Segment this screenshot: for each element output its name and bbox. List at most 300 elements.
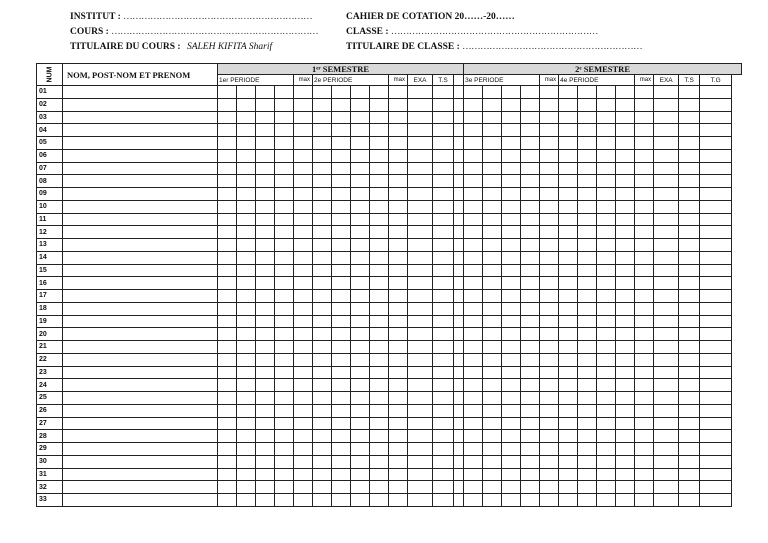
grade-cell[interactable] (559, 302, 578, 315)
grade-cell[interactable] (313, 430, 332, 443)
grade-cell[interactable] (275, 290, 294, 303)
grade-cell[interactable] (559, 251, 578, 264)
grade-cell[interactable] (635, 443, 654, 456)
grade-cell[interactable] (294, 239, 313, 252)
grade-cell[interactable] (275, 341, 294, 354)
grade-cell[interactable] (502, 366, 521, 379)
grade-cell[interactable] (351, 315, 370, 328)
grade-cell[interactable] (332, 404, 351, 417)
grade-cell[interactable] (578, 468, 597, 481)
grade-cell[interactable] (332, 494, 351, 507)
grade-cell[interactable] (521, 137, 540, 150)
grade-cell[interactable] (275, 443, 294, 456)
grade-cell[interactable] (502, 430, 521, 443)
grade-cell[interactable] (502, 251, 521, 264)
grade-cell[interactable] (237, 443, 256, 456)
grade-cell[interactable] (616, 481, 635, 494)
grade-cell[interactable] (521, 149, 540, 162)
grade-cell[interactable] (616, 430, 635, 443)
grade-cell[interactable] (294, 404, 313, 417)
grade-cell[interactable] (502, 417, 521, 430)
grade-cell[interactable] (654, 366, 679, 379)
grade-cell[interactable] (237, 366, 256, 379)
grade-cell[interactable] (464, 149, 483, 162)
grade-cell[interactable] (313, 149, 332, 162)
grade-cell[interactable] (540, 213, 559, 226)
grade-cell[interactable] (540, 86, 559, 99)
grade-cell[interactable] (408, 213, 433, 226)
grade-cell[interactable] (218, 86, 237, 99)
grade-cell[interactable] (351, 98, 370, 111)
grade-cell[interactable] (559, 239, 578, 252)
grade-cell[interactable] (313, 290, 332, 303)
grade-cell[interactable] (218, 188, 237, 201)
grade-cell[interactable] (237, 98, 256, 111)
grade-cell[interactable] (559, 200, 578, 213)
grade-cell[interactable] (483, 455, 502, 468)
grade-cell[interactable] (464, 468, 483, 481)
grade-cell[interactable] (454, 366, 464, 379)
grade-cell[interactable] (408, 455, 433, 468)
grade-cell[interactable] (578, 302, 597, 315)
grade-cell[interactable] (635, 149, 654, 162)
grade-cell[interactable] (408, 162, 433, 175)
grade-cell[interactable] (454, 200, 464, 213)
grade-cell[interactable] (700, 213, 732, 226)
grade-cell[interactable] (464, 341, 483, 354)
grade-cell[interactable] (654, 137, 679, 150)
grade-cell[interactable] (464, 251, 483, 264)
grade-cell[interactable] (256, 379, 275, 392)
grade-cell[interactable] (700, 188, 732, 201)
grade-cell[interactable] (389, 124, 408, 137)
grade-cell[interactable] (275, 392, 294, 405)
student-name-cell[interactable] (63, 149, 218, 162)
grade-cell[interactable] (483, 341, 502, 354)
grade-cell[interactable] (597, 175, 616, 188)
grade-cell[interactable] (218, 404, 237, 417)
grade-cell[interactable] (237, 277, 256, 290)
grade-cell[interactable] (454, 404, 464, 417)
grade-cell[interactable] (521, 124, 540, 137)
grade-cell[interactable] (256, 213, 275, 226)
grade-cell[interactable] (237, 149, 256, 162)
grade-cell[interactable] (521, 430, 540, 443)
grade-cell[interactable] (616, 443, 635, 456)
grade-cell[interactable] (237, 494, 256, 507)
grade-cell[interactable] (597, 455, 616, 468)
grade-cell[interactable] (464, 111, 483, 124)
grade-cell[interactable] (332, 290, 351, 303)
grade-cell[interactable] (578, 404, 597, 417)
grade-cell[interactable] (454, 149, 464, 162)
grade-cell[interactable] (237, 111, 256, 124)
grade-cell[interactable] (654, 302, 679, 315)
grade-cell[interactable] (502, 226, 521, 239)
grade-cell[interactable] (483, 353, 502, 366)
grade-cell[interactable] (578, 188, 597, 201)
grade-cell[interactable] (351, 111, 370, 124)
grade-cell[interactable] (275, 302, 294, 315)
grade-cell[interactable] (408, 315, 433, 328)
grade-cell[interactable] (700, 366, 732, 379)
grade-cell[interactable] (679, 162, 700, 175)
grade-cell[interactable] (597, 98, 616, 111)
grade-cell[interactable] (540, 239, 559, 252)
grade-cell[interactable] (578, 226, 597, 239)
grade-cell[interactable] (540, 468, 559, 481)
grade-cell[interactable] (408, 366, 433, 379)
grade-cell[interactable] (256, 328, 275, 341)
grade-cell[interactable] (464, 188, 483, 201)
grade-cell[interactable] (502, 443, 521, 456)
student-name-cell[interactable] (63, 175, 218, 188)
grade-cell[interactable] (521, 175, 540, 188)
grade-cell[interactable] (389, 481, 408, 494)
grade-cell[interactable] (237, 417, 256, 430)
grade-cell[interactable] (218, 468, 237, 481)
grade-cell[interactable] (294, 341, 313, 354)
grade-cell[interactable] (616, 226, 635, 239)
grade-cell[interactable] (616, 86, 635, 99)
grade-cell[interactable] (389, 137, 408, 150)
grade-cell[interactable] (502, 455, 521, 468)
grade-cell[interactable] (256, 226, 275, 239)
student-name-cell[interactable] (63, 366, 218, 379)
grade-cell[interactable] (502, 290, 521, 303)
grade-cell[interactable] (237, 200, 256, 213)
grade-cell[interactable] (502, 468, 521, 481)
grade-cell[interactable] (389, 213, 408, 226)
grade-cell[interactable] (654, 328, 679, 341)
grade-cell[interactable] (502, 86, 521, 99)
grade-cell[interactable] (700, 111, 732, 124)
grade-cell[interactable] (578, 111, 597, 124)
grade-cell[interactable] (635, 86, 654, 99)
grade-cell[interactable] (351, 226, 370, 239)
grade-cell[interactable] (389, 251, 408, 264)
grade-cell[interactable] (332, 315, 351, 328)
grade-cell[interactable] (540, 417, 559, 430)
grade-cell[interactable] (654, 200, 679, 213)
grade-cell[interactable] (654, 277, 679, 290)
grade-cell[interactable] (540, 481, 559, 494)
grade-cell[interactable] (464, 213, 483, 226)
grade-cell[interactable] (540, 290, 559, 303)
grade-cell[interactable] (218, 481, 237, 494)
student-name-cell[interactable] (63, 404, 218, 417)
student-name-cell[interactable] (63, 264, 218, 277)
grade-cell[interactable] (275, 226, 294, 239)
grade-cell[interactable] (616, 98, 635, 111)
grade-cell[interactable] (464, 290, 483, 303)
grade-cell[interactable] (502, 137, 521, 150)
grade-cell[interactable] (679, 188, 700, 201)
grade-cell[interactable] (433, 417, 454, 430)
grade-cell[interactable] (679, 175, 700, 188)
grade-cell[interactable] (635, 481, 654, 494)
grade-cell[interactable] (275, 213, 294, 226)
grade-cell[interactable] (464, 98, 483, 111)
grade-cell[interactable] (454, 430, 464, 443)
grade-cell[interactable] (654, 226, 679, 239)
grade-cell[interactable] (218, 137, 237, 150)
grade-cell[interactable] (483, 392, 502, 405)
grade-cell[interactable] (502, 404, 521, 417)
grade-cell[interactable] (313, 175, 332, 188)
grade-cell[interactable] (332, 277, 351, 290)
grade-cell[interactable] (559, 315, 578, 328)
grade-cell[interactable] (483, 468, 502, 481)
grade-cell[interactable] (275, 111, 294, 124)
grade-cell[interactable] (700, 379, 732, 392)
grade-cell[interactable] (502, 315, 521, 328)
grade-cell[interactable] (635, 290, 654, 303)
grade-cell[interactable] (332, 239, 351, 252)
grade-cell[interactable] (597, 302, 616, 315)
grade-cell[interactable] (502, 341, 521, 354)
grade-cell[interactable] (454, 124, 464, 137)
grade-cell[interactable] (502, 392, 521, 405)
grade-cell[interactable] (521, 379, 540, 392)
grade-cell[interactable] (654, 341, 679, 354)
grade-cell[interactable] (502, 124, 521, 137)
grade-cell[interactable] (218, 430, 237, 443)
grade-cell[interactable] (433, 124, 454, 137)
grade-cell[interactable] (370, 111, 389, 124)
grade-cell[interactable] (294, 149, 313, 162)
grade-cell[interactable] (408, 290, 433, 303)
grade-cell[interactable] (578, 239, 597, 252)
grade-cell[interactable] (218, 379, 237, 392)
grade-cell[interactable] (540, 430, 559, 443)
grade-cell[interactable] (433, 302, 454, 315)
grade-cell[interactable] (700, 162, 732, 175)
grade-cell[interactable] (597, 251, 616, 264)
grade-cell[interactable] (389, 455, 408, 468)
grade-cell[interactable] (635, 404, 654, 417)
grade-cell[interactable] (294, 353, 313, 366)
grade-cell[interactable] (294, 111, 313, 124)
student-name-cell[interactable] (63, 226, 218, 239)
grade-cell[interactable] (454, 379, 464, 392)
grade-cell[interactable] (237, 353, 256, 366)
grade-cell[interactable] (370, 213, 389, 226)
grade-cell[interactable] (502, 98, 521, 111)
grade-cell[interactable] (464, 315, 483, 328)
grade-cell[interactable] (332, 137, 351, 150)
grade-cell[interactable] (256, 137, 275, 150)
grade-cell[interactable] (521, 226, 540, 239)
grade-cell[interactable] (294, 455, 313, 468)
grade-cell[interactable] (454, 392, 464, 405)
grade-cell[interactable] (578, 341, 597, 354)
grade-cell[interactable] (635, 239, 654, 252)
grade-cell[interactable] (654, 392, 679, 405)
grade-cell[interactable] (635, 137, 654, 150)
grade-cell[interactable] (635, 188, 654, 201)
grade-cell[interactable] (700, 149, 732, 162)
grade-cell[interactable] (635, 494, 654, 507)
grade-cell[interactable] (540, 315, 559, 328)
grade-cell[interactable] (559, 481, 578, 494)
grade-cell[interactable] (597, 392, 616, 405)
grade-cell[interactable] (521, 443, 540, 456)
grade-cell[interactable] (559, 149, 578, 162)
grade-cell[interactable] (256, 162, 275, 175)
grade-cell[interactable] (483, 328, 502, 341)
grade-cell[interactable] (679, 443, 700, 456)
grade-cell[interactable] (408, 251, 433, 264)
grade-cell[interactable] (521, 98, 540, 111)
grade-cell[interactable] (578, 315, 597, 328)
grade-cell[interactable] (454, 341, 464, 354)
grade-cell[interactable] (408, 302, 433, 315)
grade-cell[interactable] (332, 264, 351, 277)
grade-cell[interactable] (454, 494, 464, 507)
grade-cell[interactable] (237, 455, 256, 468)
grade-cell[interactable] (351, 443, 370, 456)
grade-cell[interactable] (635, 226, 654, 239)
grade-cell[interactable] (351, 277, 370, 290)
grade-cell[interactable] (679, 124, 700, 137)
grade-cell[interactable] (635, 264, 654, 277)
grade-cell[interactable] (654, 213, 679, 226)
grade-cell[interactable] (370, 98, 389, 111)
grade-cell[interactable] (578, 366, 597, 379)
grade-cell[interactable] (294, 188, 313, 201)
grade-cell[interactable] (294, 98, 313, 111)
grade-cell[interactable] (540, 353, 559, 366)
grade-cell[interactable] (294, 430, 313, 443)
grade-cell[interactable] (483, 264, 502, 277)
grade-cell[interactable] (616, 188, 635, 201)
grade-cell[interactable] (370, 302, 389, 315)
grade-cell[interactable] (454, 175, 464, 188)
grade-cell[interactable] (313, 162, 332, 175)
grade-cell[interactable] (433, 366, 454, 379)
grade-cell[interactable] (294, 86, 313, 99)
grade-cell[interactable] (275, 149, 294, 162)
grade-cell[interactable] (370, 137, 389, 150)
grade-cell[interactable] (275, 200, 294, 213)
grade-cell[interactable] (218, 277, 237, 290)
grade-cell[interactable] (256, 277, 275, 290)
grade-cell[interactable] (483, 302, 502, 315)
grade-cell[interactable] (433, 251, 454, 264)
grade-cell[interactable] (454, 315, 464, 328)
student-name-cell[interactable] (63, 98, 218, 111)
grade-cell[interactable] (502, 328, 521, 341)
grade-cell[interactable] (540, 162, 559, 175)
grade-cell[interactable] (559, 366, 578, 379)
grade-cell[interactable] (408, 481, 433, 494)
grade-cell[interactable] (578, 264, 597, 277)
grade-cell[interactable] (370, 481, 389, 494)
grade-cell[interactable] (408, 188, 433, 201)
grade-cell[interactable] (351, 188, 370, 201)
grade-cell[interactable] (578, 290, 597, 303)
grade-cell[interactable] (483, 251, 502, 264)
grade-cell[interactable] (616, 277, 635, 290)
grade-cell[interactable] (654, 430, 679, 443)
grade-cell[interactable] (679, 251, 700, 264)
grade-cell[interactable] (597, 315, 616, 328)
grade-cell[interactable] (370, 124, 389, 137)
grade-cell[interactable] (679, 149, 700, 162)
grade-cell[interactable] (256, 86, 275, 99)
grade-cell[interactable] (521, 111, 540, 124)
grade-cell[interactable] (578, 277, 597, 290)
grade-cell[interactable] (237, 379, 256, 392)
grade-cell[interactable] (521, 328, 540, 341)
grade-cell[interactable] (454, 468, 464, 481)
grade-cell[interactable] (679, 200, 700, 213)
grade-cell[interactable] (433, 328, 454, 341)
grade-cell[interactable] (351, 200, 370, 213)
grade-cell[interactable] (389, 277, 408, 290)
grade-cell[interactable] (408, 86, 433, 99)
student-name-cell[interactable] (63, 302, 218, 315)
grade-cell[interactable] (654, 468, 679, 481)
grade-cell[interactable] (597, 468, 616, 481)
grade-cell[interactable] (654, 175, 679, 188)
grade-cell[interactable] (597, 328, 616, 341)
grade-cell[interactable] (521, 392, 540, 405)
grade-cell[interactable] (256, 302, 275, 315)
grade-cell[interactable] (237, 341, 256, 354)
grade-cell[interactable] (616, 111, 635, 124)
grade-cell[interactable] (275, 188, 294, 201)
grade-cell[interactable] (218, 315, 237, 328)
grade-cell[interactable] (332, 443, 351, 456)
grade-cell[interactable] (408, 137, 433, 150)
grade-cell[interactable] (408, 443, 433, 456)
grade-cell[interactable] (464, 124, 483, 137)
grade-cell[interactable] (370, 226, 389, 239)
grade-cell[interactable] (433, 226, 454, 239)
grade-cell[interactable] (483, 175, 502, 188)
grade-cell[interactable] (313, 98, 332, 111)
grade-cell[interactable] (654, 124, 679, 137)
grade-cell[interactable] (389, 98, 408, 111)
grade-cell[interactable] (654, 264, 679, 277)
grade-cell[interactable] (370, 455, 389, 468)
grade-cell[interactable] (256, 353, 275, 366)
grade-cell[interactable] (332, 213, 351, 226)
grade-cell[interactable] (654, 98, 679, 111)
grade-cell[interactable] (370, 417, 389, 430)
grade-cell[interactable] (700, 175, 732, 188)
grade-cell[interactable] (521, 341, 540, 354)
grade-cell[interactable] (700, 353, 732, 366)
grade-cell[interactable] (370, 290, 389, 303)
grade-cell[interactable] (256, 455, 275, 468)
grade-cell[interactable] (237, 86, 256, 99)
grade-cell[interactable] (389, 315, 408, 328)
grade-cell[interactable] (256, 290, 275, 303)
student-name-cell[interactable] (63, 188, 218, 201)
grade-cell[interactable] (597, 200, 616, 213)
grade-cell[interactable] (521, 200, 540, 213)
grade-cell[interactable] (578, 455, 597, 468)
grade-cell[interactable] (521, 404, 540, 417)
grade-cell[interactable] (597, 188, 616, 201)
grade-cell[interactable] (389, 188, 408, 201)
grade-cell[interactable] (351, 455, 370, 468)
grade-cell[interactable] (502, 213, 521, 226)
grade-cell[interactable] (313, 341, 332, 354)
